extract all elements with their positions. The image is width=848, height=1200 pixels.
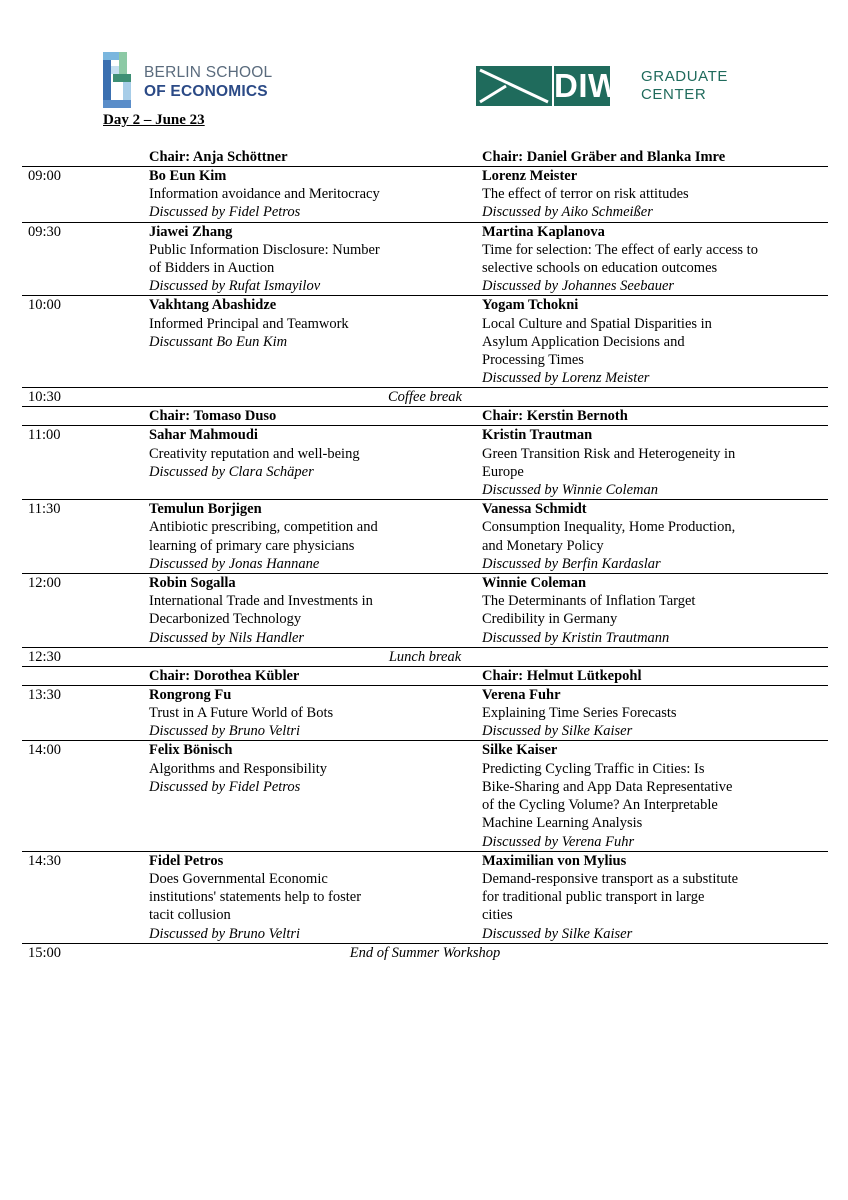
paper-title: selective schools on education outcomes: [482, 260, 718, 277]
session-right: [482, 296, 822, 387]
speaker: Silke Kaiser: [482, 742, 558, 759]
chair-left: Chair: Anja Schöttner: [149, 149, 288, 165]
bse-logo-line2: OF ECONOMICS: [144, 83, 268, 100]
speaker: Winnie Coleman: [482, 575, 587, 592]
session-right: [482, 574, 822, 647]
paper-title: Predicting Cycling Traffic in Cities: Is: [482, 760, 705, 777]
paper-title: Bike-Sharing and App Data Representative: [482, 778, 733, 795]
paper-title: Demand-responsive transport as a substitute: [482, 870, 739, 887]
session-right: [482, 426, 822, 499]
discussant: Discussed by Lorenz Meister: [482, 370, 650, 387]
speaker: Martina Kaplanova: [482, 223, 605, 240]
paper-title: Information avoidance and Meritocracy: [149, 186, 380, 203]
spacer: [149, 796, 479, 814]
diw-logo-line1: GRADUATE: [641, 68, 729, 85]
paper-title: Green Transition Risk and Heterogeneity in: [482, 445, 736, 462]
session-time: 11:00: [28, 427, 61, 444]
session-left: [149, 223, 479, 296]
discussant: Discussed by Verena Fuhr: [482, 833, 635, 850]
discussant: Discussed by Bruno Veltri: [149, 723, 301, 740]
session-time: 11:30: [28, 501, 61, 518]
paper-title: The Determinants of Inflation Target: [482, 593, 696, 610]
discussant: Discussant Bo Eun Kim: [149, 333, 288, 350]
paper-title: and Monetary Policy: [482, 537, 604, 554]
discussant: Discussed by Nils Handler: [149, 629, 305, 646]
session-row: [22, 573, 828, 647]
discussant: Discussed by Jonas Hannane: [149, 555, 320, 572]
chair-row: [22, 406, 828, 425]
session-left: [149, 852, 479, 943]
speaker: Fidel Petros: [149, 852, 224, 869]
speaker: Kristin Trautman: [482, 427, 593, 444]
session-row: [22, 740, 828, 850]
session-time: 14:30: [28, 852, 62, 869]
break-label: End of Summer Workshop: [349, 944, 501, 961]
speaker: Jiawei Zhang: [149, 223, 233, 240]
session-row: [22, 851, 828, 943]
session-right: [482, 167, 822, 222]
paper-title: of the Cycling Volume? An Interpretable: [482, 797, 718, 814]
chair-right: Chair: Helmut Lütkepohl: [482, 667, 642, 684]
discussant: Discussed by Bruno Veltri: [149, 925, 301, 942]
session-row: [22, 295, 828, 387]
break-label: Coffee break: [388, 389, 462, 406]
break-label: Lunch break: [388, 648, 462, 665]
speaker: Robin Sogalla: [149, 575, 236, 592]
session-right: [482, 686, 822, 741]
paper-title: Decarbonized Technology: [149, 611, 302, 628]
paper-title: Time for selection: The effect of early access to: [482, 241, 758, 258]
spacer: [149, 833, 479, 851]
paper-title: Asylum Application Decisions and: [482, 333, 685, 350]
spacer: [149, 814, 479, 832]
session-time: 10:00: [28, 297, 62, 314]
session-time: 13:30: [28, 686, 62, 703]
session-left: [149, 500, 479, 573]
break-row: [22, 647, 828, 666]
session-left: [149, 167, 479, 222]
paper-title: Informed Principal and Teamwork: [149, 315, 349, 332]
break-time: 12:30: [28, 648, 62, 665]
speaker: Yogam Tchokni: [482, 297, 579, 314]
break-row: [22, 943, 828, 962]
diw-logo-subtitle: [641, 68, 728, 104]
speaker: Vakhtang Abashidze: [149, 297, 277, 314]
speaker: Sahar Mahmoudi: [149, 427, 258, 444]
session-right: [482, 852, 822, 943]
paper-title: Local Culture and Spatial Disparities in: [482, 315, 712, 332]
speaker: Rongrong Fu: [149, 686, 232, 703]
paper-title: Processing Times: [482, 352, 584, 369]
session-right: [482, 500, 822, 573]
session-left: [149, 426, 479, 499]
discussant: Discussed by Silke Kaiser: [482, 925, 633, 942]
bse-logo-mark-icon: [103, 52, 139, 108]
session-row: [22, 166, 828, 222]
chair-row: [22, 148, 828, 166]
diw-logo-word: DIW: [554, 67, 620, 104]
speaker: Vanessa Schmidt: [482, 501, 587, 518]
session-left: [149, 574, 479, 647]
discussant: Discussed by Aiko Schmeißer: [482, 204, 653, 221]
chair-left: Chair: Tomaso Duso: [149, 408, 277, 425]
break-time: 10:30: [28, 389, 62, 406]
discussant: Discussed by Silke Kaiser: [482, 723, 633, 740]
bse-logo-line1: BERLIN SCHOOL: [144, 64, 273, 81]
day-title: Day 2 – June 23: [103, 112, 205, 128]
paper-title: Does Governmental Economic: [149, 870, 328, 887]
chair-right: Chair: Daniel Gräber and Blanka Imre: [482, 149, 726, 165]
paper-title: cities: [482, 907, 513, 924]
discussant: Discussed by Fidel Petros: [149, 204, 301, 221]
paper-title: The effect of terror on risk attitudes: [482, 186, 689, 203]
paper-title: Credibility in Germany: [482, 611, 618, 628]
paper-title: Algorithms and Responsibility: [149, 760, 328, 777]
spacer: [149, 369, 479, 387]
bse-logo-text: [144, 63, 272, 101]
paper-title: Europe: [482, 463, 524, 480]
paper-title: Public Information Disclosure: Number: [149, 241, 380, 258]
session-right: [482, 223, 822, 296]
paper-title: for traditional public transport in large: [482, 889, 705, 906]
break-time: 15:00: [28, 944, 62, 961]
chair-row: [22, 666, 828, 685]
paper-title: of Bidders in Auction: [149, 260, 275, 277]
paper-title: Antibiotic prescribing, competition and: [149, 519, 378, 536]
paper-title: Trust in A Future World of Bots: [149, 705, 334, 722]
session-left: [149, 296, 479, 387]
session-time: 09:30: [28, 223, 62, 240]
paper-title: Consumption Inequality, Home Production,: [482, 519, 736, 536]
paper-title: institutions' statements help to foster: [149, 889, 362, 906]
chair-right: Chair: Kerstin Bernoth: [482, 408, 628, 425]
speaker: Bo Eun Kim: [149, 168, 227, 184]
paper-title: Creativity reputation and well-being: [149, 445, 360, 462]
session-right: [482, 741, 822, 850]
bse-logo: [103, 52, 303, 110]
speaker: Verena Fuhr: [482, 686, 561, 703]
schedule-table: [22, 148, 828, 962]
chair-left: Chair: Dorothea Kübler: [149, 667, 300, 684]
speaker: Felix Bönisch: [149, 742, 233, 759]
speaker: Temulun Borjigen: [149, 501, 262, 518]
discussant: Discussed by Berfin Kardaslar: [482, 555, 661, 572]
session-time: 12:00: [28, 575, 62, 592]
diw-logo: [476, 66, 756, 110]
spacer: [149, 481, 479, 499]
speaker: Maximilian von Mylius: [482, 852, 627, 869]
session-row: [22, 425, 828, 499]
session-time: 14:00: [28, 742, 62, 759]
diw-logo-line2: CENTER: [641, 86, 707, 103]
paper-title: tacit collusion: [149, 907, 231, 924]
speaker: Lorenz Meister: [482, 168, 578, 184]
discussant: Discussed by Johannes Seebauer: [482, 278, 675, 295]
session-left: [149, 686, 479, 741]
discussant: Discussed by Winnie Coleman: [482, 482, 658, 499]
paper-title: Machine Learning Analysis: [482, 815, 643, 832]
session-row: [22, 499, 828, 573]
discussant: Discussed by Rufat Ismayilov: [149, 278, 321, 295]
break-row: [22, 387, 828, 406]
discussant: Discussed by Kristin Trautmann: [482, 629, 670, 646]
paper-title: learning of primary care physicians: [149, 537, 355, 554]
spacer: [149, 351, 479, 369]
paper-title: International Trade and Investments in: [149, 593, 373, 610]
diw-logo-mark-icon: [476, 66, 552, 106]
session-row: [22, 685, 828, 741]
paper-title: Explaining Time Series Forecasts: [482, 705, 677, 722]
discussant: Discussed by Clara Schäper: [149, 463, 314, 480]
session-row: [22, 222, 828, 296]
discussant: Discussed by Fidel Petros: [149, 778, 301, 795]
session-left: [149, 741, 479, 850]
session-time: 09:00: [28, 168, 62, 184]
